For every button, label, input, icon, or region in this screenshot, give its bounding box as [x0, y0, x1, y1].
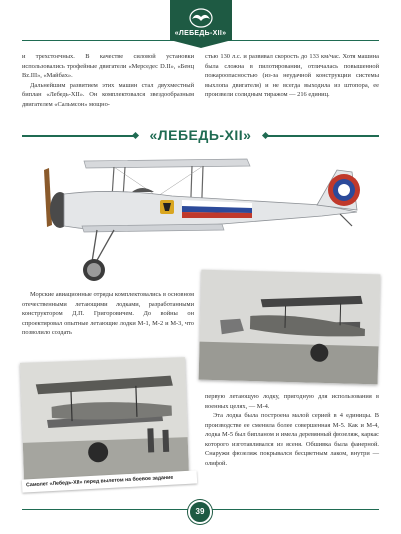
biplane-photo-image — [199, 270, 381, 385]
paragraph: Морские авиационные отряды комплектовались в основном отечественными летающими лодками, разработанными конструктором Д.П. Григоровичем. До войны он спроектировал опытные летающие лодки М-1, М-2 и М-3, что позволило создать — [22, 291, 194, 336]
paragraph: стью 130 л.с. и развивал скорость до 133 км/час. Хотя машина была сложна в пилотировании, отличалась повышенной пожароопасностью (из-за неудачной конструкции системы выхлопа двигателя) и не всегда выходила из штопора, ее произвели солидным тиражом — 216 единиц. — [205, 53, 379, 98]
running-header-title: «ЛЕБЕДЬ-XII» — [174, 30, 227, 37]
mid-left-column — [22, 290, 194, 338]
biplane-photo-image — [20, 357, 189, 481]
paragraph: первую летающую лодку, пригодную для использования в военных целях, — М-4. — [205, 393, 379, 410]
paragraph: Эта лодка была построена малой серией в 4 единицы. В производстве ее сменила более совершенная М-5. Как и М-4, лодка М-5 был бипланом и имела деревянный фюзеляж, каркас которого изготавливался из ясеня. Обшивка была фанерной. Снаружи фюзеляж покрывался бесцветным лаком, внутри — олифой. — [205, 412, 379, 467]
intro-right-column — [205, 52, 379, 100]
bird-emblem-icon — [186, 6, 216, 30]
paragraph: Дальнейшим развитием этих машин стал двухместный биплан «Лебедь-XII». Он комплектовался звездообразным двигателем «Сальмсон» мощно- — [22, 81, 194, 108]
upper-wing — [84, 159, 250, 168]
section-title: «ЛЕБЕДЬ-XII» — [149, 127, 252, 143]
page-number: 39 — [188, 500, 212, 524]
photo-biplane-right — [199, 270, 381, 385]
paragraph: и трехстоечных. В качестве силовой установки использовались трофейные двигатели «Мерседес D.II», «Бенц Bz.III», «Майбах». — [22, 53, 194, 79]
photo-biplane-left — [20, 357, 189, 481]
propeller — [44, 168, 52, 227]
bottom-right-column — [205, 392, 379, 468]
photo-caption: Самолет «Лебедь-XII» перед вылетом на боевое задание — [22, 470, 197, 492]
intro-left-column — [22, 52, 194, 109]
